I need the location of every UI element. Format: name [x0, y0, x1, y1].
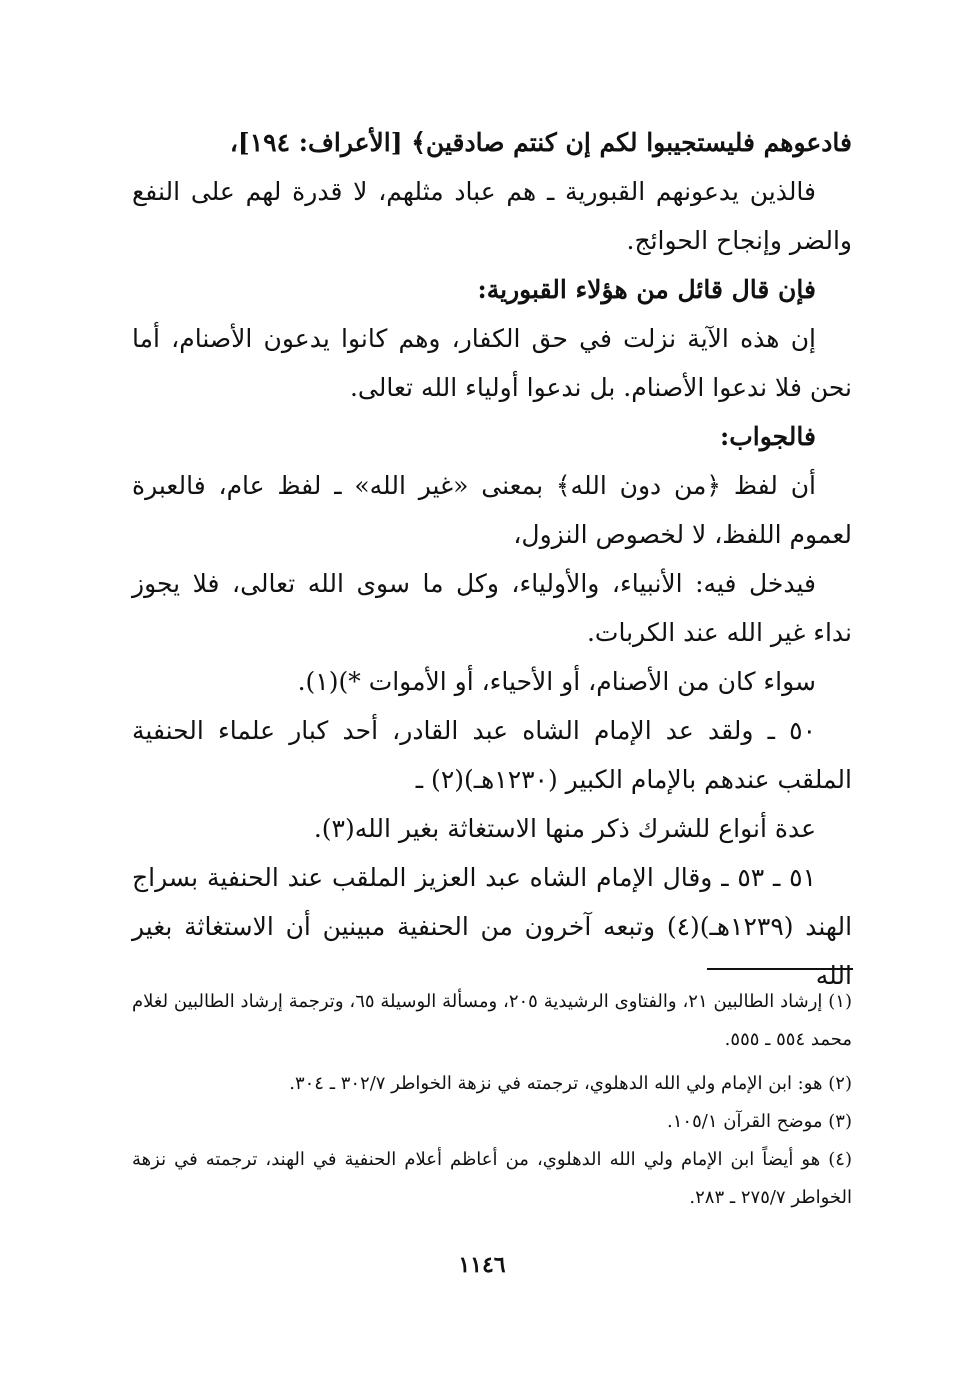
answer-heading: فالجواب:	[720, 422, 816, 451]
footnote-4: (٤) هو أيضاً ابن الإمام ولي الله الدهلوي، من أعاظم أعلام الحنفية في الهند، ترجمته في نزهة الخواطر ٢٧٥/٧ ـ ٢٨٣.	[132, 1149, 852, 1208]
footnote-3: (٣) موضح القرآن ١٠٥/١.	[667, 1111, 852, 1132]
footnotes	[132, 983, 852, 1217]
footnote-1: (١) إرشاد الطالبين ٢١، والفتاوى الرشيدية ٢٠٥، ومسألة الوسيلة ٦٥، وترجمة إرشاد الطالبين لغلام محمد ٥٥٤ ـ ٥٥٥.	[132, 991, 852, 1050]
main-text	[132, 118, 852, 1000]
paragraph: سواء كان من الأصنام، أو الأحياء، أو الأموات *)(١).	[297, 667, 816, 696]
quran-verse-line: فادعوهم فليستجيبوا لكم إن كنتم صادقين﴾ [الأعراف: ١٩٤]،	[229, 128, 852, 157]
footnote-divider	[707, 968, 853, 970]
numbered-paragraph-50: ٥٠ ـ ولقد عد الإمام الشاه عبد القادر، أحد كبار علماء الحنفية الملقب عندهم بالإمام الكبير (١٢٣٠هـ)(٢) ـ	[132, 716, 852, 794]
numbered-paragraph-51-53: ٥١ ـ ٥٣ ـ وقال الإمام الشاه عبد العزيز الملقب عند الحنفية بسراج الهند (١٢٣٩هـ)(٤) وتبعه آخرون من الحنفية مبينين أن الاستغاثة بغير الله	[132, 863, 853, 990]
paragraph: عدة أنواع للشرك ذكر منها الاستغاثة بغير الله(٣).	[313, 814, 816, 843]
page-number: ١١٤٦	[458, 1252, 506, 1278]
paragraph: فالذين يدعونهم القبورية ـ هم عباد مثلهم، لا قدرة لهم على النفع والضر وإنجاح الحوائج.	[132, 177, 852, 255]
paragraph: فيدخل فيه: الأنبياء، والأولياء، وكل ما سوى الله تعالى، فلا يجوز نداء غير الله عند الكربات.	[132, 569, 852, 647]
footnote-2: (٢) هو: ابن الإمام ولي الله الدهلوي، ترجمته في نزهة الخواطر ٣٠٢/٧ ـ ٣٠٤.	[289, 1073, 852, 1094]
paragraph: إن هذه الآية نزلت في حق الكفار، وهم كانوا يدعون الأصنام، أما نحن فلا ندعوا الأصنام. بل ندعوا أولياء الله تعالى.	[132, 324, 852, 402]
question-heading: فإن قال قائل من هؤلاء القبورية:	[477, 275, 816, 304]
paragraph: أن لفظ ﴿من دون الله﴾ بمعنى «غير الله» ـ لفظ عام، فالعبرة لعموم اللفظ، لا لخصوص النزول،	[132, 471, 852, 549]
